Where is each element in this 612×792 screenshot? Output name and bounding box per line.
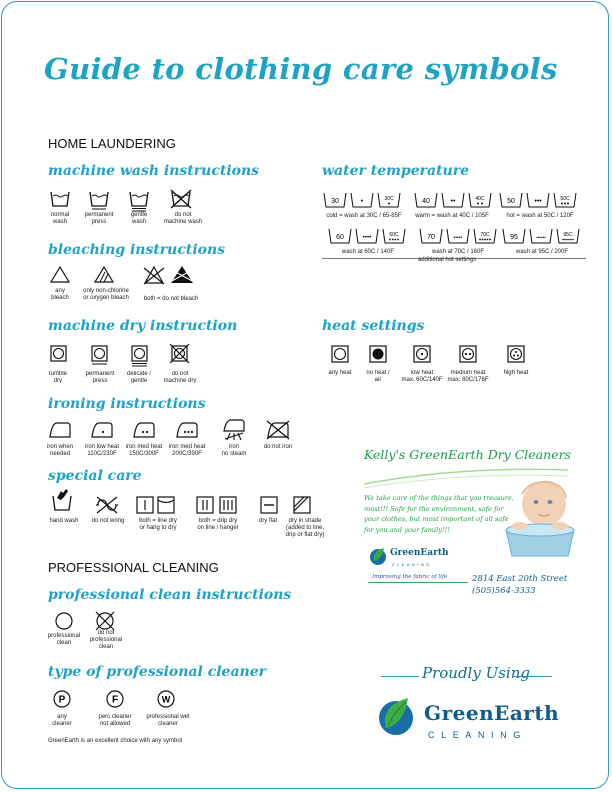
page-title: Guide to clothing care symbols xyxy=(44,52,558,86)
ad-tagline-underline xyxy=(368,582,468,583)
ad-logo-text: GreenEarth xyxy=(390,548,449,558)
proudly-line-left xyxy=(381,676,419,677)
medium-heat-icon xyxy=(459,345,477,363)
label-iron-low-heat: iron low heat 110C/230F xyxy=(84,444,120,457)
label-professional-clean: professional clean xyxy=(47,633,81,646)
hand-wash-icon xyxy=(52,488,74,512)
heading-ironing: ironing instructions xyxy=(48,396,206,412)
ad-logo-sub: CLEANING xyxy=(392,562,432,567)
label-wash-40: warm = wash at 40C / 105F xyxy=(415,213,489,219)
label-iron-med-heat-150: iron med heat 150C/300F xyxy=(125,444,163,457)
perc-not-allowed-f-icon xyxy=(106,690,124,708)
letter-w: W xyxy=(161,694,171,705)
label-do-not-iron: do not iron xyxy=(263,444,293,450)
temp-30: 30 xyxy=(331,198,339,205)
footer-logo-text: GreenEarth xyxy=(424,701,560,725)
iron-med-heat-icon xyxy=(133,421,155,438)
label-any-cleaner: any cleaner xyxy=(52,714,72,727)
label-low-heat: low heat max. 60C/140F xyxy=(401,370,443,382)
iron-low-heat-icon xyxy=(91,421,113,438)
low-heat-icon xyxy=(413,345,431,363)
do-not-machine-wash-icon xyxy=(170,189,192,209)
label-any-heat: any heat xyxy=(328,370,352,376)
drip-dry-icons xyxy=(196,496,238,514)
do-not-bleach-icon xyxy=(143,265,165,285)
wash-60-icons xyxy=(328,228,408,246)
no-heat-icon xyxy=(369,345,387,363)
label-do-not-wring: do not wring xyxy=(91,518,125,524)
letter-p: P xyxy=(58,694,66,706)
temp-40: 40 xyxy=(422,198,430,205)
dry-in-shade-icon xyxy=(293,496,311,514)
heading-machine-dry: machine dry instruction xyxy=(48,318,238,334)
dots-40: •• xyxy=(450,198,456,205)
label-any-bleach: any bleach xyxy=(51,288,69,301)
wash-50-icons xyxy=(499,192,579,210)
temp-70: 70 xyxy=(427,234,435,241)
alt-60: 60C xyxy=(389,232,399,238)
heading-special-care: special care xyxy=(48,468,142,484)
heading-machine-wash: machine wash instructions xyxy=(48,163,260,179)
label-wash-70: wash at 70C / 160F xyxy=(431,249,485,255)
greenearth-note: GreenEarth is an excellent choice with any symbol xyxy=(48,738,183,744)
ad-title: Kelly's GreenEarth Dry Cleaners xyxy=(364,447,571,462)
baby-in-tub-illustration xyxy=(500,474,580,560)
high-heat-icon xyxy=(507,345,525,363)
section-home-laundering: HOME LAUNDERING xyxy=(48,136,176,151)
professional-clean-icon xyxy=(55,612,73,630)
dots-60: •••• xyxy=(362,235,372,241)
alt-95: 95C xyxy=(563,232,573,238)
temp-95: 95 xyxy=(510,234,518,241)
heading-bleaching: bleaching instructions xyxy=(48,242,226,258)
dry-flat-icon xyxy=(260,496,278,514)
label-perc-not-allowed: perc cleaner not allowed xyxy=(98,714,132,727)
ad-tagline: Improving the fabric of life xyxy=(372,574,448,580)
heading-professional-cleaner: type of professional cleaner xyxy=(48,664,266,680)
permanent-press-wash-icon xyxy=(89,190,109,210)
label-drip-dry: both = drip dry on line / hanger xyxy=(197,518,239,531)
any-bleach-icon xyxy=(50,266,70,283)
label-tumble-dry: tumble dry xyxy=(48,371,67,383)
ad-address: 2814 East 20th Street xyxy=(472,574,568,584)
wash-30-icons xyxy=(323,192,403,210)
footer-logo-sub: CLEANING xyxy=(428,730,527,740)
label-iron-med-heat-200: iron med heat 200C/390F xyxy=(168,444,206,457)
label-do-not-bleach: both = do not bleach xyxy=(143,296,199,302)
do-not-iron-icon xyxy=(266,420,290,440)
label-high-heat: high heat xyxy=(503,370,529,376)
gentle-wash-icon xyxy=(129,190,149,212)
label-iron-when-needed: iron when needed xyxy=(46,444,73,457)
proudly-using-text: Proudly Using xyxy=(422,664,530,682)
letter-f: F xyxy=(111,694,119,706)
delicate-dry-icon xyxy=(131,345,148,367)
ad-phone: (505)564-3333 xyxy=(472,586,536,596)
label-do-not-professional-clean: do not professional clean xyxy=(89,630,123,650)
greenearth-logo-icon xyxy=(374,692,418,740)
do-not-bleach-filled-icon xyxy=(170,265,194,284)
heading-professional-clean: professional clean instructions xyxy=(48,587,292,603)
label-permanent-press-wash: permanent press xyxy=(84,212,114,225)
label-dry-in-shade: dry in shade (added to line, drip or flat dry) xyxy=(285,518,325,538)
any-heat-icon xyxy=(331,345,349,363)
heading-heat-settings: heat settings xyxy=(322,318,425,334)
temp-60: 60 xyxy=(336,234,344,241)
label-medium-heat: medium heat max. 80C/176F xyxy=(447,370,489,382)
line-dry-icons xyxy=(136,496,176,514)
label-do-not-machine-wash: do not machine wash xyxy=(163,212,203,225)
dots-70: ••••• xyxy=(453,235,463,241)
dots-30: • xyxy=(360,198,364,205)
temp-50: 50 xyxy=(507,198,515,205)
greenearth-small-logo-icon xyxy=(368,545,388,567)
any-cleaner-p-icon xyxy=(53,690,71,708)
wet-cleaner-w-icon xyxy=(157,690,175,708)
heading-water-temperature: water temperature xyxy=(322,163,470,179)
wash-70-icons xyxy=(419,228,499,246)
ad-body: We take care of the things that you treasure, most!!! Safe for the environment, safe for your clothes, but most important of all safe for you and your family!!! xyxy=(364,494,514,534)
dots-95: •••••• xyxy=(536,235,546,240)
alt-30: 30C xyxy=(384,196,394,202)
label-wash-50: hot = wash at 50C / 120F xyxy=(506,213,574,219)
label-wash-95: wash at 95C / 200F xyxy=(515,249,569,255)
non-chlorine-bleach-icon xyxy=(94,266,114,283)
label-wet-cleaner: professional wet cleaner xyxy=(146,714,190,727)
label-normal-wash: normal wash xyxy=(50,212,70,225)
label-do-not-machine-dry: do not machine dry xyxy=(163,371,197,383)
proudly-line-right xyxy=(514,676,552,677)
label-iron-no-steam: iron no steam xyxy=(221,444,247,457)
label-wash-60: wash at 60C / 140F xyxy=(341,249,395,255)
label-wash-30: cold = wash at 30C / 65-85F xyxy=(326,213,402,219)
do-not-professional-clean-icon xyxy=(94,611,116,631)
label-hand-wash: hand wash xyxy=(49,518,79,524)
tumble-dry-icon xyxy=(50,345,67,362)
label-gentle-wash: gentle wash xyxy=(130,212,148,225)
permanent-press-dry-icon xyxy=(91,345,108,365)
wash-40-icons xyxy=(414,192,494,210)
alt-40: 40C xyxy=(475,196,485,202)
do-not-wring-icon xyxy=(95,496,119,514)
alt-50: 50C xyxy=(560,196,570,202)
section-professional-cleaning: PROFESSIONAL CLEANING xyxy=(48,560,219,575)
label-additional-hot-settings: additional hot settings xyxy=(417,257,477,263)
label-permanent-press-dry: permanent press xyxy=(85,371,115,383)
label-no-heat: no heat / air xyxy=(366,370,390,382)
label-line-dry: both = line dry or hang to dry xyxy=(139,518,177,531)
iron-when-needed-icon xyxy=(49,421,71,438)
label-delicate-dry: delicate / gentle xyxy=(126,371,151,383)
wash-95-icons xyxy=(502,228,582,246)
iron-high-heat-icon xyxy=(176,421,198,438)
normal-wash-icon xyxy=(50,190,70,208)
alt-70: 70C xyxy=(480,232,490,238)
label-dry-flat: dry flat xyxy=(258,518,277,524)
do-not-machine-dry-icon xyxy=(170,344,190,363)
iron-no-steam-icon xyxy=(222,419,246,441)
dots-50: ••• xyxy=(534,198,542,205)
label-non-chlorine-bleach: only non-chlorine or oxygen bleach xyxy=(83,288,129,301)
